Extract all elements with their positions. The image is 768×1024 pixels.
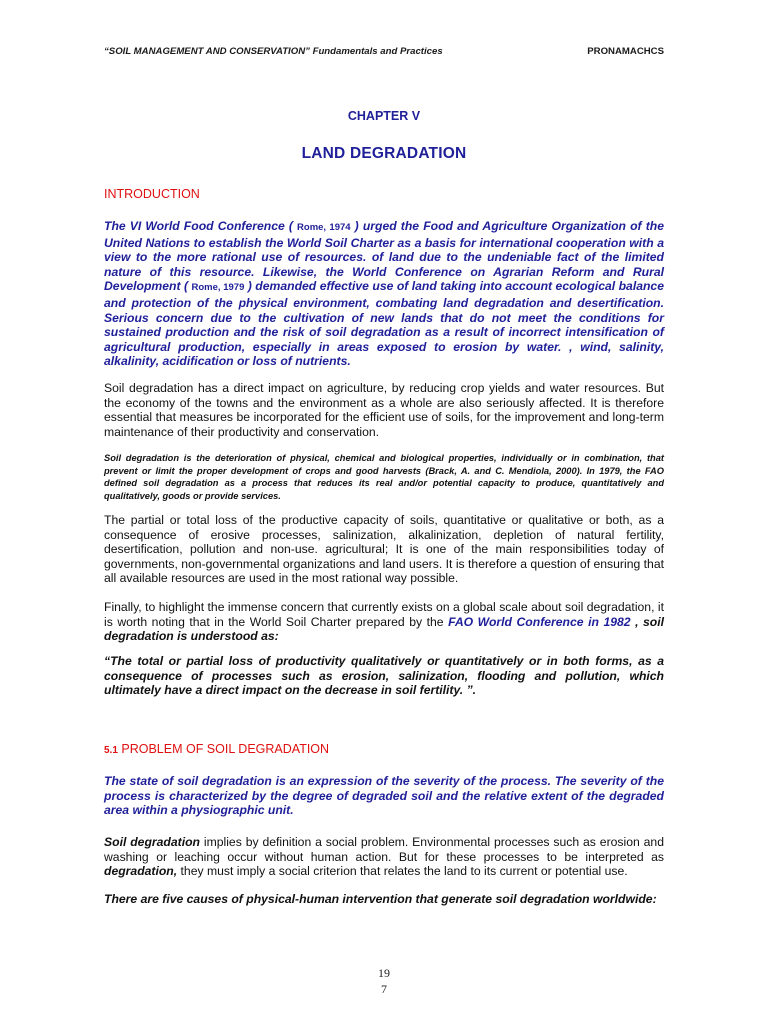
- section-number: 5.1: [104, 745, 118, 756]
- intro-p1-text-a: The VI World Food Conference (: [104, 219, 298, 233]
- header-title: “SOIL MANAGEMENT AND CONSERVATION” Fundamentals and Practices: [104, 46, 443, 57]
- section-p2-text-a: implies by definition a social problem. Environmental processes such as erosion and washing or leaching occur without human action. But for these processes to be interpreted as: [104, 835, 664, 864]
- section-5-1-paragraph-1: The state of soil degradation is an expression of the severity of the process. The severity of the process is characterized by the degree of degraded soil and the relative extent of the degraded area within a physiographic unit.: [104, 774, 664, 818]
- intro-p1-place-2: Rome, 1979: [191, 282, 245, 294]
- intro-paragraph-4: The partial or total loss of the productive capacity of soils, quantitative or qualitative or both, as a consequence of erosive processes, salinization, alkalinization, depletion of natural fertility, desertification, pollution and non-use. agricultural; It is one of the main responsibilities today of governments, non-governmental organizations and land users. It is therefore a question of ensuring that all available resources are used in the most rational way possible.: [104, 513, 664, 586]
- running-header: [104, 46, 664, 57]
- definition-quote: “The total or partial loss of productivity qualitatively or quantitatively or in both forms, as a consequence of processes such as erosion, salinization, flooding and pollution, which ultimately have a direct impact on the decrease in soil fertility. ”.: [104, 654, 664, 698]
- term-degradation: degradation,: [104, 864, 178, 879]
- intro-p1-place-1: Rome, 1974: [297, 222, 351, 233]
- page-number-line-1: 19: [378, 966, 390, 980]
- intro-p1-text-c: ) demanded effective use of land taking into account ecological balance and protection of the physical environment, combating land degradation and desertification. Serious concern due to the cultivation of new lands that do not meet the conditions for sustained production and the risk of soil degradation as a result of incorrect intensification of agricultural production, especially in areas exposed to erosion by water. , wind, salinity, alkalinity, acidification or loss of nutrients.: [104, 279, 664, 369]
- intro-p5-text-b: , soil degradation is understood as:: [104, 614, 665, 644]
- fao-conference-reference: FAO World Conference in 1982: [448, 614, 631, 629]
- section-5-1-paragraph-2: [104, 835, 664, 879]
- header-organization: PRONAMACHCS: [587, 46, 664, 57]
- intro-paragraph-5: [104, 600, 664, 644]
- section-5-1-paragraph-3: There are five causes of physical-human intervention that generate soil degradation worldwide:: [104, 892, 657, 906]
- intro-p1-text-b: ) urged the Food and Agriculture Organization of the United Nations to establish the World Soil Charter as a basis for international cooperation with a view to the more rational use of resources. of land due to the undeniable fact of the limited nature of this resource. Likewise, the World Conference on Agrarian Reform and Rural Development (: [104, 219, 665, 294]
- section-p2-text-b: they must imply a social criterion that relates the land to its current or potential use.: [177, 864, 628, 879]
- chapter-title: LAND DEGRADATION: [301, 145, 467, 162]
- chapter-label: CHAPTER V: [347, 109, 421, 123]
- intro-paragraph-2: Soil degradation has a direct impact on agriculture, by reducing crop yields and water resources. But the economy of the towns and the environment as a whole are also seriously affected. It is therefore essential that measures be incorporated for the efficient use of soils, for the improvement and long-term maintenance of their productivity and conservation.: [104, 381, 664, 439]
- intro-p5-text-a: Finally, to highlight the immense concern that currently exists on a global scale about soil degradation, it is worth noting that in the World Soil Charter prepared by the: [104, 600, 664, 629]
- intro-paragraph-1: [104, 219, 664, 369]
- intro-definition-paragraph: Soil degradation is the deterioration of physical, chemical and biological properties, individually or in combination, that prevent or limit the proper development of crops and good harvests (Brack, A. and C. Mendiola, 2000). In 1979, the FAO defined soil degradation as a process that reduces its real and/or potential capacity to produce, quantitatively and qualitatively, goods or provide services.: [104, 453, 664, 501]
- introduction-heading: INTRODUCTION: [104, 187, 200, 201]
- section-5-1-heading: [104, 742, 329, 756]
- section-heading-text: PROBLEM OF SOIL DEGRADATION: [117, 742, 330, 756]
- page-number-line-2: 7: [381, 982, 387, 996]
- term-soil-degradation: Soil degradation: [104, 835, 200, 849]
